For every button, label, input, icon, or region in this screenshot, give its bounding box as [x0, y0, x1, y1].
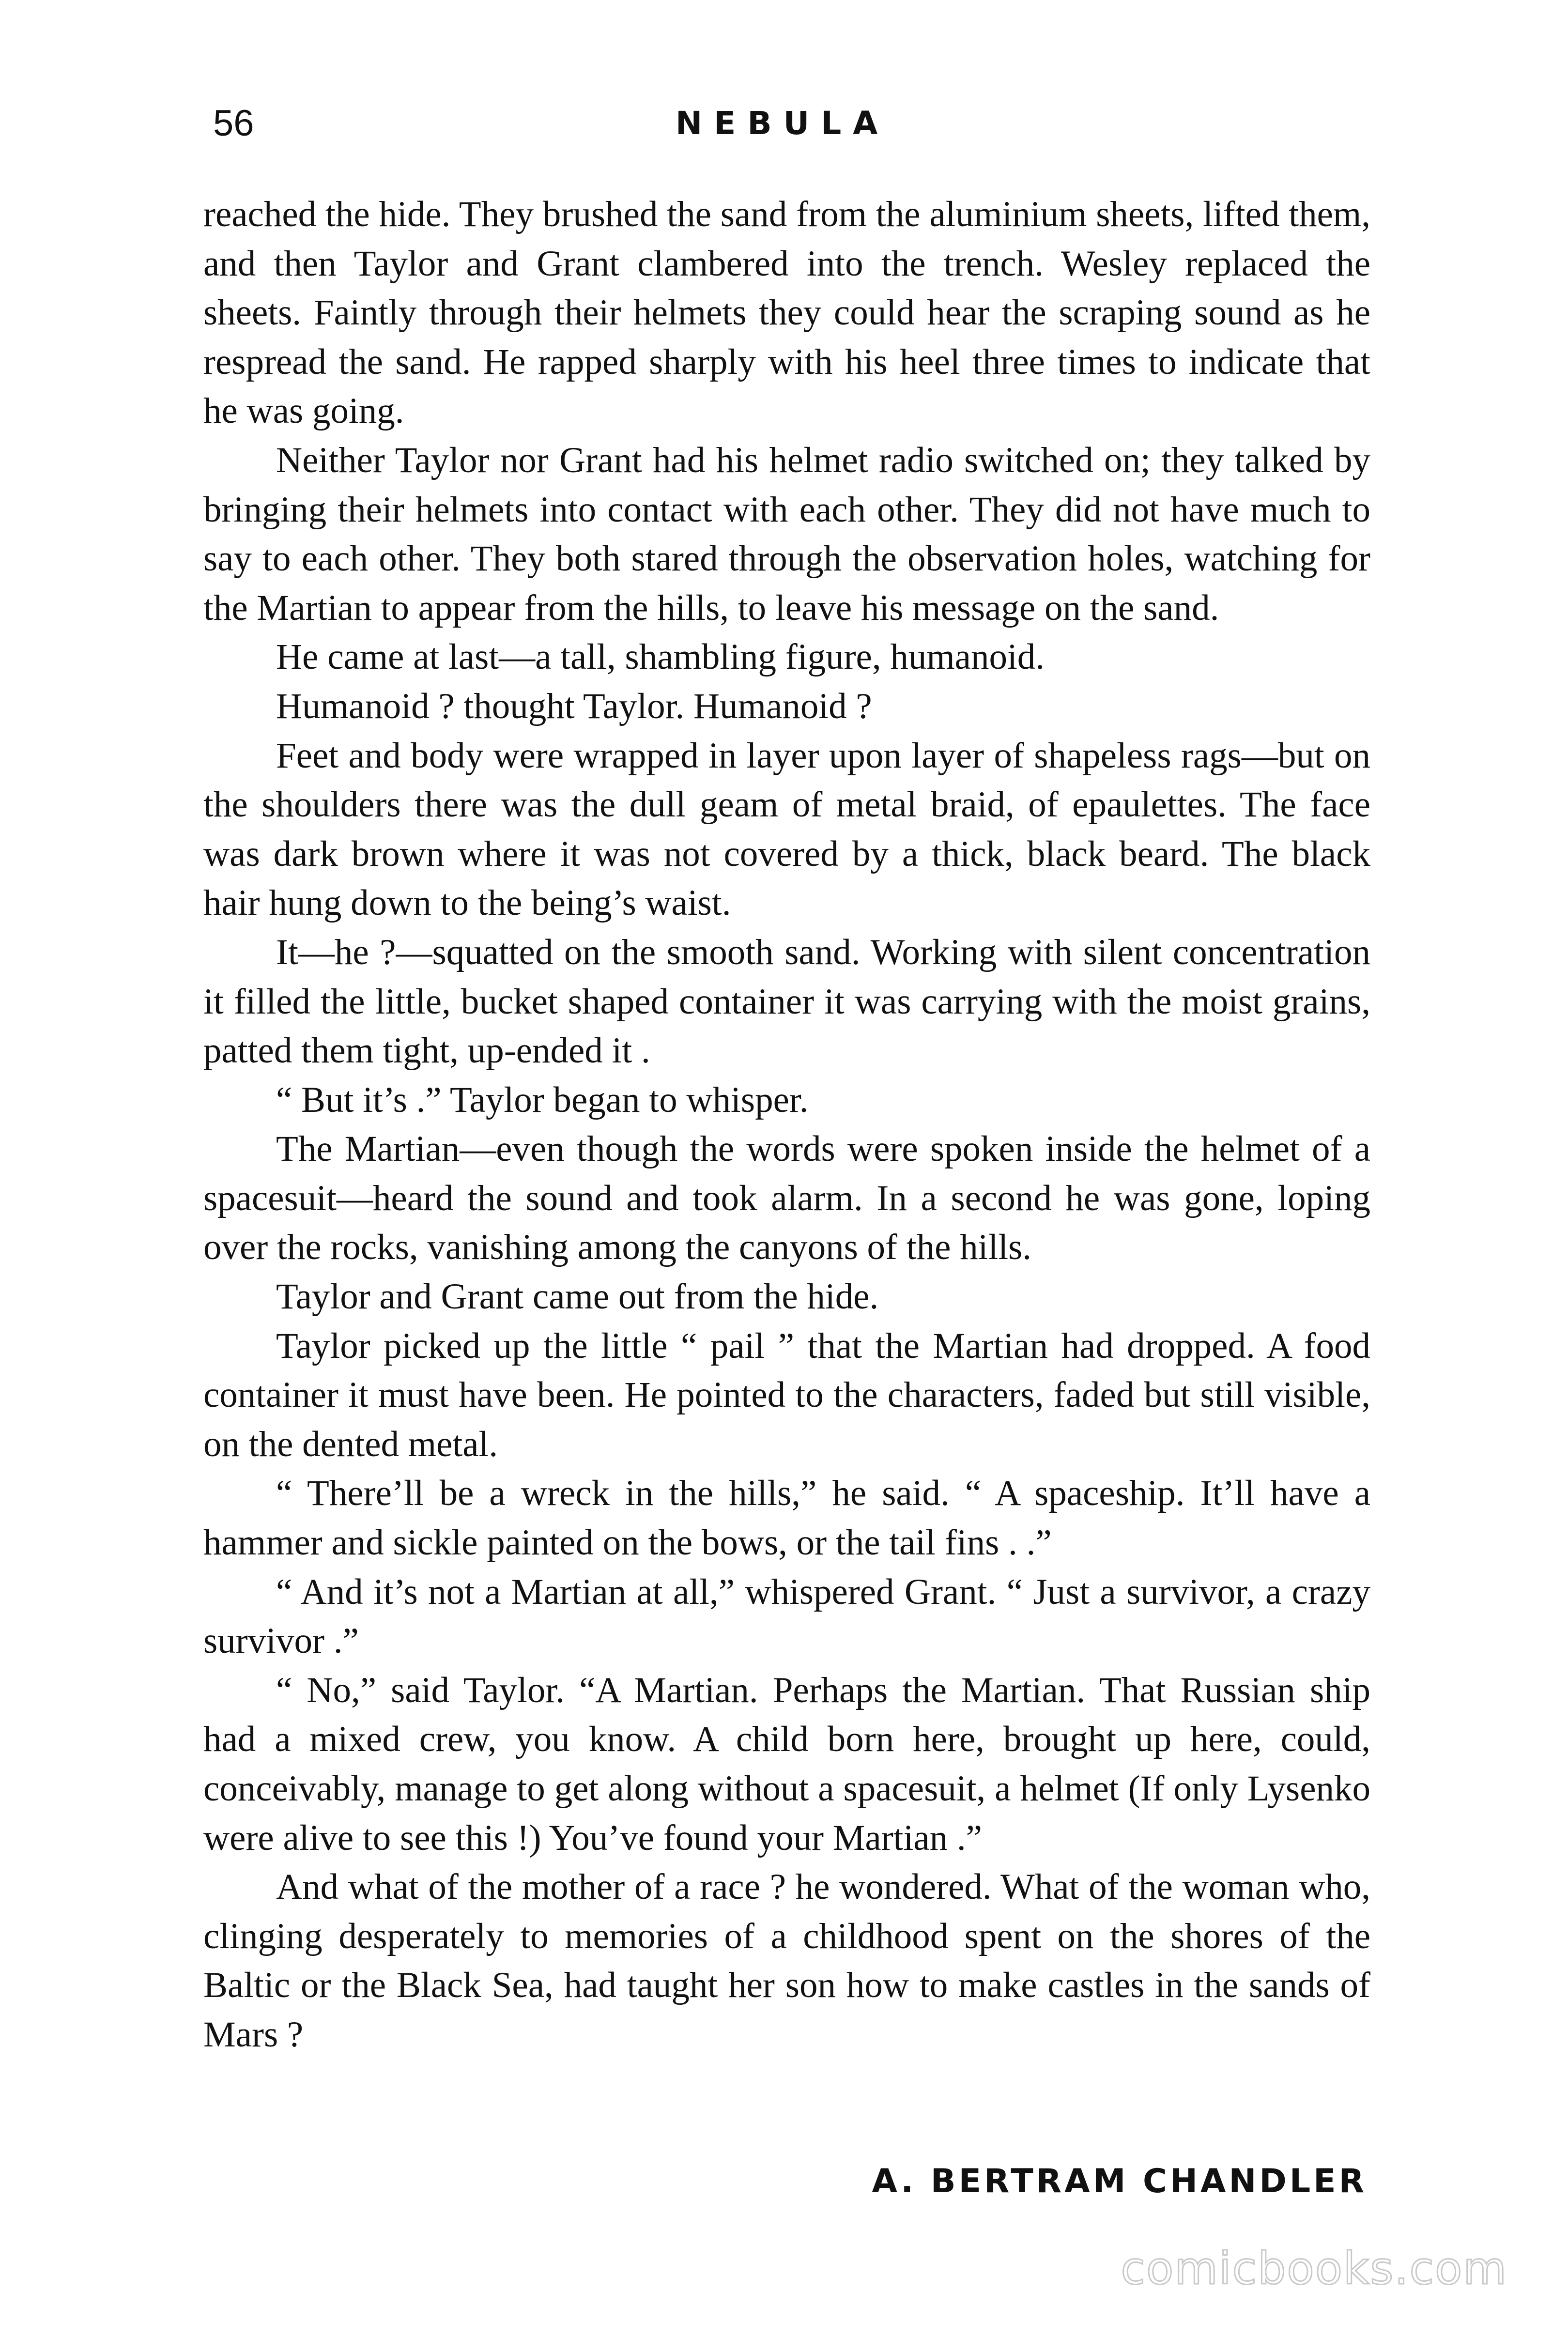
paragraph: Humanoid ? thought Taylor. Humanoid ? — [276, 686, 872, 726]
paragraph: It—he ?—squatted on the smooth sand. Working with silent concentration it filled the little, bucket shaped container it was carrying with the moist grains, patted them tight, up-ended it . — [203, 932, 1370, 1071]
paragraph: reached the hide. They brushed the sand from the aluminium sheets, lifted them, and then Taylor and Grant clambered into the trench. Wesley replaced the sheets. Faintly through their helmets they could hear the scraping sound as he respread the sand. He rapped sharply with his heel three times to indicate that he was going. — [203, 194, 1370, 431]
watermark: comicbooks.com — [1121, 2243, 1507, 2294]
paragraph: “ There’ll be a wreck in the hills,” he said. “ A spaceship. It’ll have a hammer and sickle painted on the bows, or the tail fins . .” — [203, 1473, 1370, 1563]
paragraph: Neither Taylor nor Grant had his helmet radio switched on; they talked by bringing their helmets into contact with each other. They did not have much to say to each other. They both stared through the observation holes, watching for the Martian to appear from the hills, to leave his message on the sand. — [203, 440, 1370, 628]
page-header — [0, 99, 1568, 157]
paragraph: And what of the mother of a race ? he wondered. What of the woman who, clinging desperately to memories of a childhood spent on the shores of the Baltic or the Black Sea, had taught her son how to make castles in the sands of Mars ? — [203, 1867, 1370, 2055]
paragraph: Taylor and Grant came out from the hide. — [276, 1276, 879, 1317]
author-byline: A. BERTRAM CHANDLER — [872, 2162, 1367, 2200]
paragraph: The Martian—even though the words were spoken inside the helmet of a spacesuit—heard the sound and took alarm. In a second he was gone, loping over the rocks, vanishing among the canyons of the hills. — [203, 1129, 1370, 1268]
paragraph: “ And it’s not a Martian at all,” whispered Grant. “ Just a survivor, a crazy survivor .” — [203, 1571, 1370, 1661]
paragraph: “ But it’s .” Taylor began to whisper. — [276, 1079, 809, 1120]
paragraph: Taylor picked up the little “ pail ” that the Martian had dropped. A food container it must have been. He pointed to the characters, faded but still visible, on the dented metal. — [203, 1325, 1370, 1464]
paragraph: Feet and body were wrapped in layer upon layer of shapeless rags—but on the shoulders there was the dull geam of metal braid, of epaulettes. The face was dark brown where it was not covered by a thick, black beard. The black hair hung down to the being’s waist. — [203, 735, 1370, 923]
story-text — [203, 190, 1370, 2060]
magazine-title: NEBULA — [676, 105, 890, 142]
paragraph: He came at last—a tall, shambling figure, humanoid. — [276, 637, 1045, 677]
paragraph: “ No,” said Taylor. “A Martian. Perhaps the Martian. That Russian ship had a mixed crew, you know. A child born here, brought up here, could, conceivably, manage to get along without a spacesuit, a helmet (If only Lysenko were alive to see this !) You’ve found your Martian .” — [203, 1670, 1370, 1858]
page-number: 56 — [213, 103, 254, 144]
